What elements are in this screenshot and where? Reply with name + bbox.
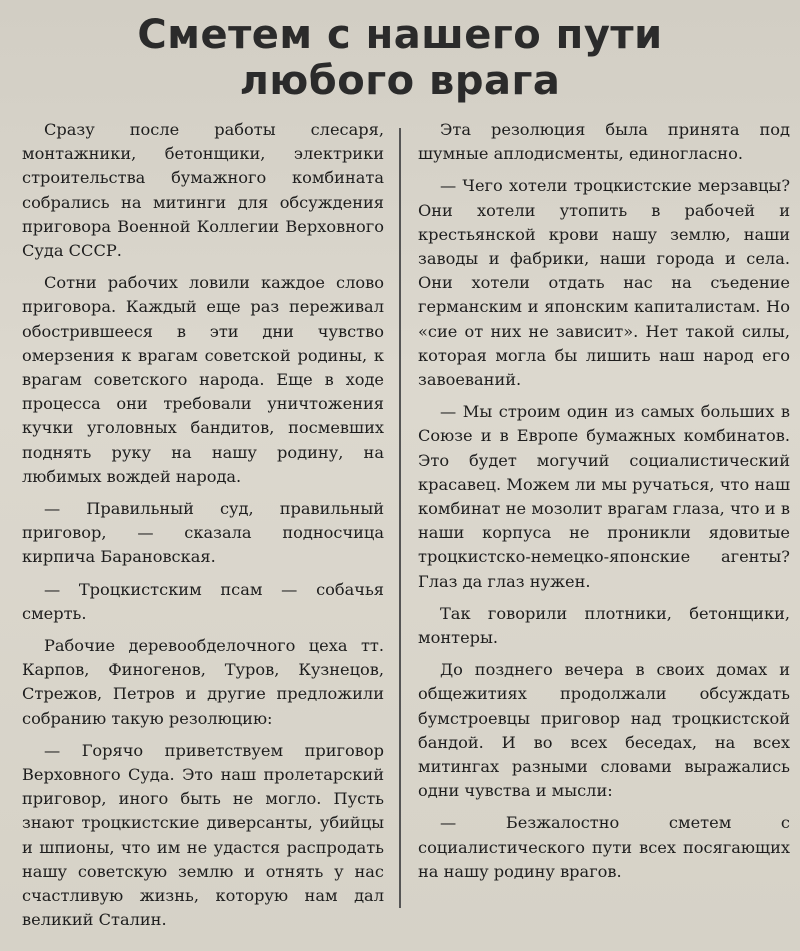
headline bbox=[0, 0, 800, 104]
paragraph: Сотни рабочих ловили каждое слово приговора. Каждый еще раз переживал обострившееся в эти дни чувство омерзения к врагам советской родины, к врагам советского народа. Еще в ходе процесса они требовали уничтожения кучки уголовных бандитов, посмевших поднять руку на нашу родину, на любимых вождей народа. bbox=[22, 273, 384, 486]
paragraph: — Правильный суд, правильный приговор, — сказала подносчица кирпича Барановская. bbox=[22, 499, 384, 567]
article-body bbox=[0, 118, 800, 938]
headline-line-2: любого врага bbox=[239, 58, 561, 104]
paragraph: Так говорили плотники, бетонщики, монтеры. bbox=[418, 603, 790, 648]
paragraph: До позднего вечера в своих домах и общежитиях продолжали обсуждать бумстроевцы приговор над троцкистской бандой. И во всех беседах, на всех митингах разными словами выражались одни чувства и мысли: bbox=[418, 660, 790, 801]
paragraph: Сразу после работы слесаря, монтажники, бетонщики, электрики строительства бумажного комбината собрались на митинги для обсуждения приговора Военной Коллегии Верховного Суда СССР. bbox=[22, 120, 384, 261]
column-divider bbox=[399, 128, 401, 908]
headline-line-1: Сметем с нашего пути bbox=[137, 12, 663, 58]
paragraph: Эта резолюция была принята под шумные аплодисменты, единогласно. bbox=[418, 120, 790, 164]
paragraph: — Чего хотели троцкистские мерзавцы? Они хотели утопить в рабочей и крестьянской крови нашу землю, наши заводы и фабрики, наши города и села. Они хотели отдать нас на съедение германским и японским капиталистам. Но «сие от них не зависит». Нет такой силы, которая могла бы лишить наш народ его завоеваний. bbox=[418, 176, 790, 390]
left-column bbox=[12, 118, 392, 941]
paragraph: — Мы строим один из самых больших в Союзе и в Европе бумажных комбинатов. Это будет могучий социалистический красавец. Можем ли мы ручаться, что наш комбинат не мозолит врагам глаза, что и в наши корпуса не проникли ядовитые троцкистско-немецко-японские агенты? Глаз да глаз нужен. bbox=[418, 402, 790, 591]
paragraph: — Троцкистским псам — собачья смерть. bbox=[22, 579, 384, 623]
paragraph: Рабочие деревообделочного цеха тт. Карпов, Финогенов, Туров, Кузнецов, Стрежов, Петров и другие предложили собранию такую резолюцию: bbox=[22, 636, 384, 728]
right-column bbox=[410, 118, 796, 892]
paragraph: — Горячо приветствуем приговор Верховного Суда. Это наш пролетарский приговор, иного быть не могло. Пусть знают троцкистские диверсанты, убийцы и шпионы, что им не удастся распродать нашу советскую землю и отнять у нас счастливую жизнь, которую нам дал великий Сталин. bbox=[22, 740, 384, 930]
paragraph: — Безжалостно сметем с социалистического пути всех посягающих на нашу родину врагов. bbox=[418, 813, 790, 881]
